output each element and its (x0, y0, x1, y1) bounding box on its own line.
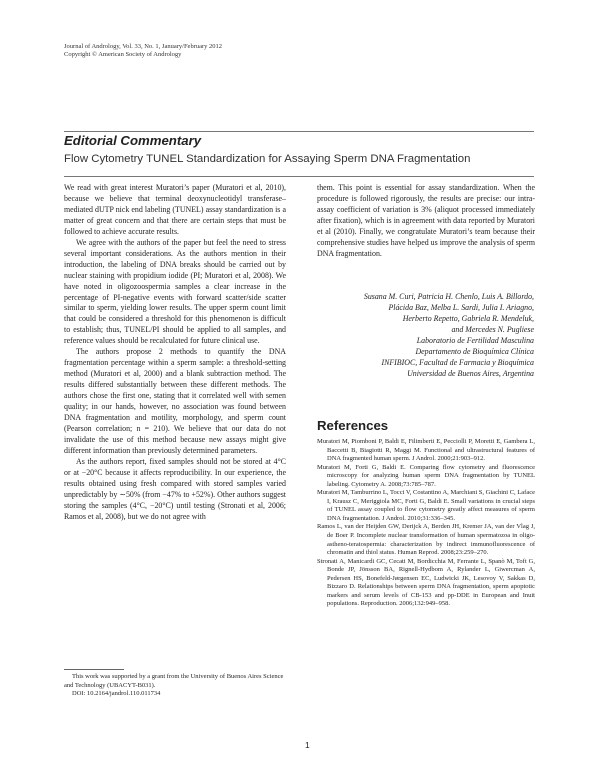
references-list (317, 438, 535, 609)
reference-item: Ramos L, van der Heijden GW, Derijck A, Berden JH, Kremer JA, van der Vlag J, de Boer P. Incomplete nuclear transformation of human spermatozoa in oligo-astheno-teratospermia: characterization by indirect immunofluorescence of chromatin and thiol status. Human Reprod. 2008;23:259–270. (317, 523, 535, 557)
reference-item: Muratori M, Piomboni P, Baldi E, Filimberti E, Pecciolli P, Moretti E, Gambera L, Baccetti B, Biagiotti R, Maggi M. Functional and ultrastructural features of DNA fragmented human sperm. J Androl. 2000;21:903–912. (317, 438, 535, 463)
footnote (64, 673, 286, 699)
author-signature (304, 292, 534, 380)
body-paragraph: The authors propose 2 methods to quantify the DNA fragmentation percentage within a sperm sample: a threshold-setting method (Muratori et al, 2000) and a blank subtraction method. The results differed substantially between these different methods. The authors chose the first one, stating that it correlated well with semen quality; in our hands, however, no association was found between DNA fragmentation and motility, morphology, and sperm count (Pearson correlation; n = 210). We believe that our data do not invalidate the use of this method because new assays might give different information than previously determined parameters. (64, 347, 286, 455)
left-column (64, 183, 286, 523)
body-paragraph: We agree with the authors of the paper but feel the need to stress several important considerations. As the authors mention in their introduction, the labeling of DNA breaks should be carried out by nuclear staining with propidium iodide (PI; Muratori et al, 2008). We have noted in oligozoospermia samples a clear increase in the percentage of PI-negative events with forward scatter/side scatter similar to sperm, yielding lower results. The upper sperm count limit that could be considered a threshold for this phenomenon is difficult to establish; thus, TUNEL/PI should be applied to all samples, and reference values should be recalculated for future clinical use. (64, 237, 286, 346)
section-label: Editorial Commentary (64, 133, 202, 148)
body-paragraph: them. This point is essential for assay standardization. When the procedure is followed rigorously, the results are precise: our intra-assay coefficient of variation is 3% (aliquot processed immediately after fixation), which is in agreement with data reported by Muratori et al (2010). Finally, we congratulate Muratori’s team because their comprehensive studies have helped us improve the analysis of sperm DNA fragmentation. (317, 183, 535, 258)
references-heading: References (317, 418, 389, 433)
right-column (317, 183, 535, 260)
journal-header (64, 43, 222, 60)
reference-item: Muratori M, Tamburrino L, Tocci V, Costantino A, Marchiani S, Giachini C, Laface I, Krausz C, Meriggiola MC, Forti G, Baldi E. Small variations in crucial steps of TUNEL assay coupled to flow cytometry greatly affect measures of sperm DNA fragmentation. J Androl. 2010;31:336–345. (317, 489, 535, 522)
signature-line: and Mercedes N. Pugliese (451, 324, 534, 334)
signature-line: Herberto Repetto, Gabriela R. Mendeluk, (402, 313, 534, 323)
signature-line: INFIBIOC, Facultad de Farmacia y Bioquímica (381, 357, 534, 367)
journal-citation: Journal of Andrology, Vol. 33, No. 1, January/February 2012 (64, 43, 223, 50)
signature-line: Plácida Baz, Melba L. Sardi, Julia I. Ariagno, (388, 302, 534, 312)
body-paragraph: We read with great interest Muratori’s paper (Muratori et al, 2010), because we believe that terminal deoxynucleotidyl transferase–mediated dUTP nick end labeling (TUNEL) assay standardization is a matter of great concern and that there are certain steps that must be followed to achieve accurate results. (64, 183, 286, 236)
copyright-line: Copyright © American Society of Andrology (64, 51, 182, 59)
article-title: Flow Cytometry TUNEL Standardization for Assaying Sperm DNA Fragmentation (64, 153, 471, 165)
body-paragraph: As the authors report, fixed samples should not be stored at 4°C or at −20°C because it affects reproducibility. In our experience, the results obtained using fresh compared with stored samples varied unpredictably by ∼50% (from −47% to +52%). Other authors suggest storing the samples (4°C, −20°C) until testing (Stronati et al, 2006; Ramos et al, 2008), but we do not agree with (64, 456, 286, 521)
reference-item: Stronati A, Manicardi GC, Cecati M, Bordicchia M, Ferrante L, Spanò M, Toft G, Bonde JP, Jönsson BA, Rignell-Hydbom A, Rylander L, Giwercman A, Pedersen HS, Bonefeld-Jørgensen EC, Ludwicki JK, Lesovoy V, Sakkas D, Bizzaro D. Relationships between sperm DNA fragmentation, sperm apoptotic markers and serum levels of CB-153 and pp-DDE in European and Inuit populations. Reproduction. 2006;132:949–958. (317, 557, 535, 608)
signature-line: Universidad de Buenos Aires, Argentina (407, 368, 534, 378)
title-divider (64, 176, 534, 177)
signature-line: Susana M. Curi, Patricia H. Chenlo, Luis A. Billordo, (363, 292, 534, 301)
signature-line: Departamento de Bioquímica Clínica (415, 346, 534, 356)
footnote-divider (64, 669, 124, 670)
top-divider (64, 131, 534, 132)
doi-line: DOI: 10.2164/jandrol.110.011734 (72, 690, 161, 698)
signature-line: Laboratorio de Fertilidad Masculina (416, 335, 534, 345)
funding-note: This work was supported by a grant from the University of Buenos Aires Science and Technology (UBACYT-B031). (64, 673, 284, 689)
page-number: 1 (305, 740, 310, 750)
reference-item: Muratori M, Forti G, Baldi E. Comparing flow cytometry and fluorescence microscopy for analyzing human sperm DNA fragmentation by TUNEL labeling. Cytometry A. 2008;73:785–787. (317, 463, 535, 488)
